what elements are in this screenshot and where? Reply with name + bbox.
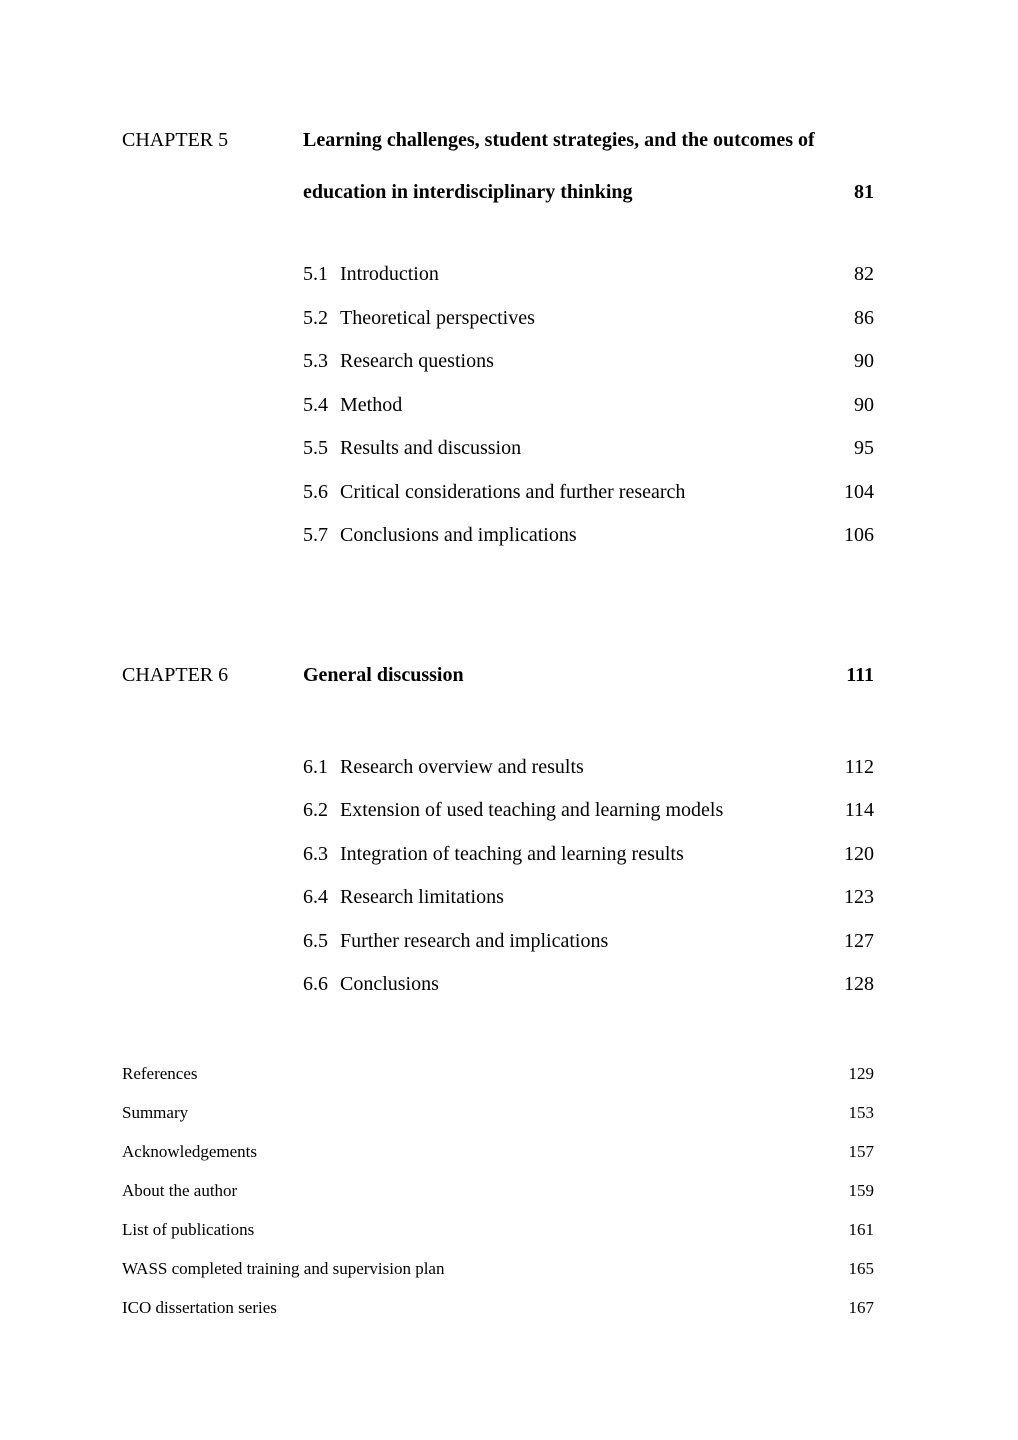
backmatter-page-number: 159 [848, 1180, 874, 1200]
section-number: 6.1 [303, 755, 328, 778]
backmatter-title: WASS completed training and supervision plan [122, 1258, 445, 1278]
toc-section-row [303, 920, 874, 964]
backmatter-title: References [122, 1063, 198, 1083]
chapter-page-number: 81 [854, 181, 874, 203]
toc-section-row [303, 297, 874, 341]
section-page-number: 106 [844, 524, 874, 546]
backmatter-row [122, 1054, 874, 1093]
toc-section-row [303, 427, 874, 471]
section-number: 5.5 [303, 437, 328, 459]
backmatter-row [122, 1132, 874, 1171]
section-title: Further research and implications [340, 929, 609, 952]
section-number: 5.3 [303, 350, 328, 372]
toc-section-row [303, 833, 874, 877]
chapter-5-block [122, 114, 874, 558]
backmatter-row [122, 1210, 874, 1249]
section-page-number: 104 [844, 480, 874, 503]
section-title: Method [340, 393, 403, 416]
section-title: Integration of teaching and learning results [340, 842, 684, 865]
backmatter-title: About the author [122, 1180, 238, 1200]
backmatter-page-number: 153 [848, 1102, 874, 1122]
section-number: 6.2 [303, 799, 328, 821]
backmatter-title: Summary [122, 1102, 189, 1122]
backmatter-row [122, 1249, 874, 1288]
section-number: 5.6 [303, 480, 328, 503]
toc-section-row [303, 789, 874, 833]
section-number: 6.5 [303, 929, 328, 952]
toc-section-row [303, 340, 874, 384]
toc-section-row [303, 471, 874, 515]
chapter-label: CHAPTER 6 [122, 663, 229, 686]
section-number: 6.4 [303, 886, 328, 908]
section-page-number: 82 [854, 263, 874, 285]
toc-section-row [303, 876, 874, 920]
section-number: 5.7 [303, 524, 328, 546]
section-page-number: 123 [844, 886, 874, 908]
section-title: Research questions [340, 350, 494, 372]
chapter-6-section-list [122, 746, 874, 1007]
section-title: Research overview and results [340, 755, 584, 778]
toc-section-row [303, 514, 874, 558]
section-page-number: 90 [854, 350, 874, 372]
section-title: Research limitations [340, 886, 504, 908]
back-matter-list [122, 1054, 874, 1327]
chapter-label: CHAPTER 5 [122, 129, 229, 151]
chapter-5-heading-row [122, 114, 874, 218]
chapter-6-heading-row [122, 649, 874, 701]
backmatter-page-number: 167 [848, 1297, 874, 1317]
chapter-title: General discussion [303, 663, 464, 686]
backmatter-page-number: 161 [848, 1219, 874, 1239]
section-number: 5.1 [303, 263, 328, 285]
toc-section-row [303, 746, 874, 790]
backmatter-title: Acknowledgements [122, 1141, 258, 1161]
section-title: Introduction [340, 263, 439, 285]
section-page-number: 114 [844, 799, 874, 821]
chapter-6-block [122, 649, 874, 1007]
section-number: 5.4 [303, 393, 328, 416]
backmatter-row [122, 1171, 874, 1210]
section-title: Extension of used teaching and learning models [340, 799, 724, 821]
toc-section-row [303, 253, 874, 297]
section-page-number: 128 [844, 973, 874, 995]
chapter-page-number: 111 [846, 663, 874, 686]
backmatter-page-number: 129 [848, 1063, 874, 1083]
section-number: 5.2 [303, 306, 328, 329]
section-title: Critical considerations and further research [340, 480, 686, 503]
section-page-number: 127 [844, 929, 874, 952]
section-page-number: 90 [854, 393, 874, 416]
backmatter-row [122, 1288, 874, 1327]
backmatter-page-number: 157 [848, 1141, 874, 1161]
section-title: Conclusions and implications [340, 524, 577, 546]
toc-section-row [303, 384, 874, 428]
section-title: Conclusions [340, 973, 439, 995]
section-page-number: 95 [854, 437, 874, 459]
section-page-number: 120 [844, 842, 874, 865]
section-title: Results and discussion [340, 437, 522, 459]
section-number: 6.6 [303, 973, 328, 995]
section-title: Theoretical perspectives [340, 306, 535, 329]
chapter-title: Learning challenges, student strategies, and the outcomes of education in interdisciplinary thinking [303, 129, 815, 203]
backmatter-title: ICO dissertation series [122, 1297, 277, 1317]
backmatter-row [122, 1093, 874, 1132]
backmatter-page-number: 165 [848, 1258, 874, 1278]
section-page-number: 86 [854, 306, 874, 329]
section-number: 6.3 [303, 842, 328, 865]
backmatter-title: List of publications [122, 1219, 255, 1239]
toc-section-row [303, 963, 874, 1007]
chapter-5-section-list [122, 253, 874, 558]
section-page-number: 112 [844, 755, 874, 778]
